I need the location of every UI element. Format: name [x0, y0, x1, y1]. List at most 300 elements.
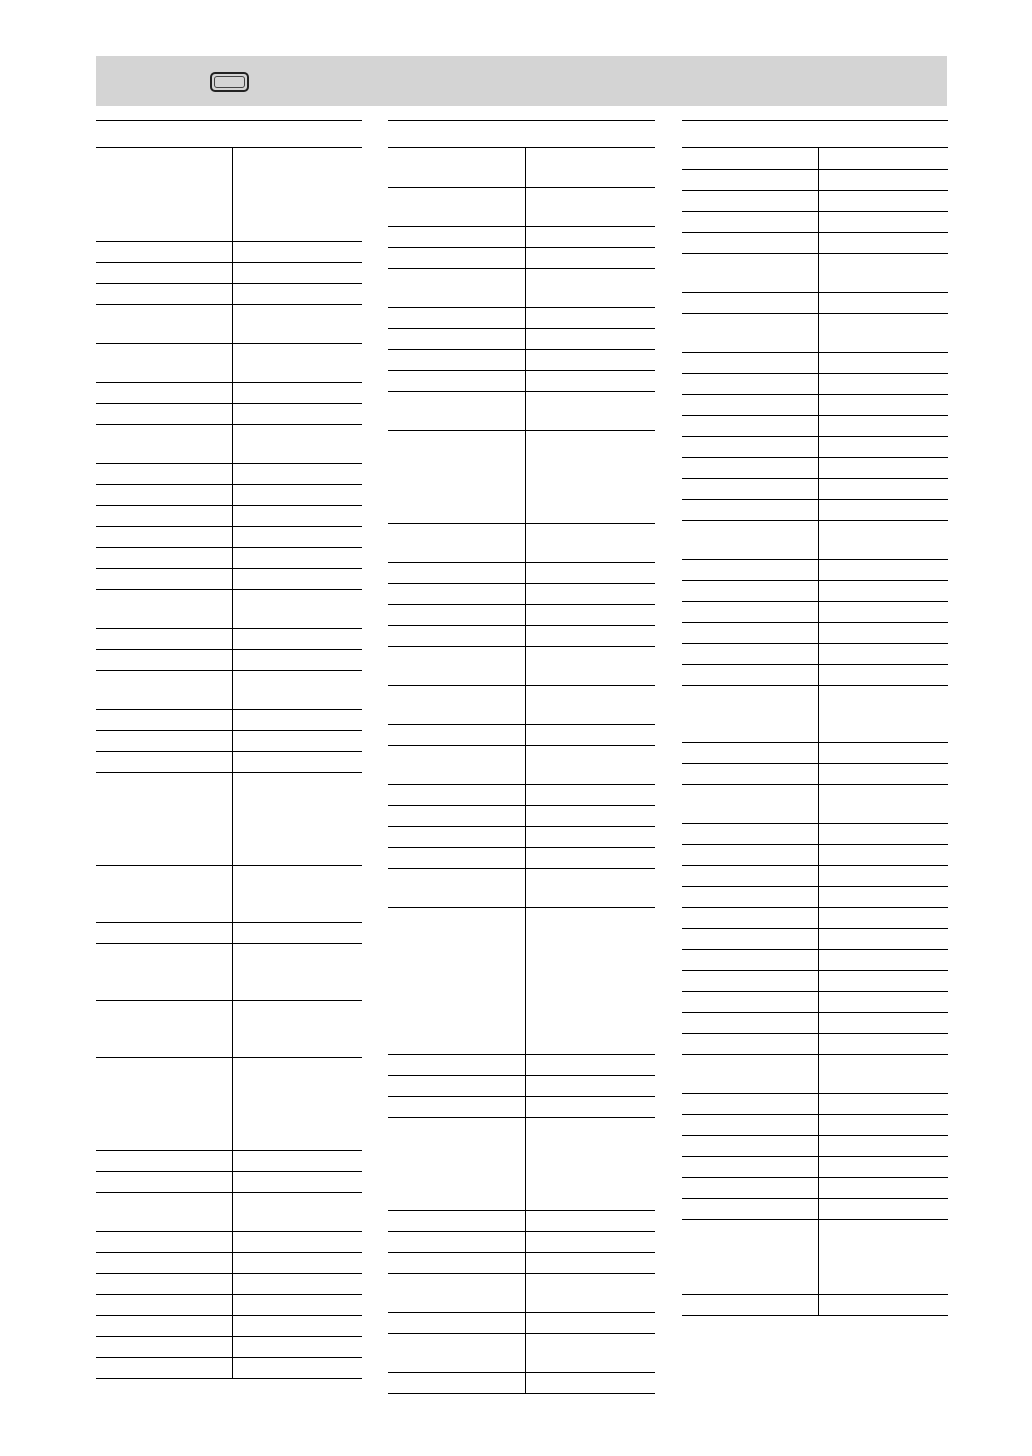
brand-cell	[682, 1198, 819, 1219]
brand-cell	[96, 751, 233, 772]
table-row	[388, 685, 655, 724]
brand-cell	[388, 1273, 526, 1312]
table-row	[682, 1156, 948, 1177]
code-cell	[233, 1273, 363, 1294]
code-cell	[526, 826, 656, 847]
brand-cell	[388, 784, 526, 805]
code-cell	[526, 268, 656, 307]
code-cell	[819, 823, 949, 844]
code-cell	[526, 907, 656, 1054]
brand-cell	[682, 907, 819, 928]
table-row	[682, 970, 948, 991]
code-cell	[233, 343, 363, 382]
code-cell	[526, 523, 656, 562]
table-row	[96, 148, 362, 241]
brand-cell	[96, 865, 233, 922]
table-row	[682, 436, 948, 457]
code-cell	[526, 646, 656, 685]
code-column-middle	[388, 120, 655, 1394]
code-cell	[526, 1252, 656, 1273]
brand-cell	[96, 1273, 233, 1294]
brand-cell	[682, 499, 819, 520]
brand-cell	[96, 304, 233, 343]
brand-cell	[96, 526, 233, 547]
code-cell	[233, 283, 363, 304]
table-row	[96, 382, 362, 403]
code-table	[388, 148, 655, 1394]
code-cell	[819, 520, 949, 559]
code-cell	[233, 628, 363, 649]
table-row	[682, 664, 948, 685]
code-cell	[526, 430, 656, 523]
code-cell	[233, 772, 363, 865]
table-row	[388, 1096, 655, 1117]
code-cell	[526, 625, 656, 646]
brand-cell	[388, 1312, 526, 1333]
code-cell	[526, 307, 656, 328]
brand-cell	[388, 907, 526, 1054]
brand-cell	[388, 307, 526, 328]
code-cell	[233, 484, 363, 505]
brand-cell	[388, 1096, 526, 1117]
code-cell	[526, 784, 656, 805]
table-row	[388, 430, 655, 523]
brand-cell	[388, 328, 526, 349]
code-cell	[819, 478, 949, 499]
table-row	[96, 1057, 362, 1150]
table-row	[96, 1294, 362, 1315]
table-row	[96, 1231, 362, 1252]
code-cell	[233, 382, 363, 403]
code-cell	[233, 1171, 363, 1192]
code-cell	[819, 643, 949, 664]
code-cell	[819, 211, 949, 232]
brand-cell	[682, 1294, 819, 1315]
table-row	[388, 370, 655, 391]
code-cell	[233, 1231, 363, 1252]
table-row	[96, 283, 362, 304]
brand-cell	[388, 805, 526, 826]
table-row	[96, 1273, 362, 1294]
code-cell	[526, 1273, 656, 1312]
table-row	[682, 394, 948, 415]
brand-cell	[388, 1075, 526, 1096]
brand-cell	[96, 484, 233, 505]
brand-cell	[682, 823, 819, 844]
table-row	[96, 505, 362, 526]
table-row	[388, 187, 655, 226]
brand-cell	[682, 457, 819, 478]
table-row	[96, 1252, 362, 1273]
code-cell	[819, 352, 949, 373]
brand-cell	[388, 1231, 526, 1252]
table-row	[388, 307, 655, 328]
table-row	[388, 1273, 655, 1312]
table-row	[682, 685, 948, 742]
code-cell	[819, 313, 949, 352]
table-row	[96, 304, 362, 343]
code-cell	[819, 148, 949, 169]
page-header-band	[96, 56, 947, 106]
code-cell	[526, 391, 656, 430]
brand-cell	[682, 313, 819, 352]
brand-cell	[682, 949, 819, 970]
code-cell	[819, 622, 949, 643]
code-cell	[526, 370, 656, 391]
code-cell	[233, 505, 363, 526]
code-cell	[819, 1012, 949, 1033]
code-cell	[819, 1156, 949, 1177]
code-cell	[526, 148, 656, 187]
brand-cell	[96, 922, 233, 943]
brand-cell	[96, 1336, 233, 1357]
table-row	[682, 499, 948, 520]
table-row	[96, 730, 362, 751]
code-cell	[526, 1312, 656, 1333]
table-row	[682, 622, 948, 643]
code-cell	[819, 886, 949, 907]
brand-cell	[96, 772, 233, 865]
code-cell	[526, 328, 656, 349]
brand-cell	[682, 1177, 819, 1198]
brand-cell	[682, 1033, 819, 1054]
brand-cell	[682, 352, 819, 373]
table-row	[96, 628, 362, 649]
table-row	[388, 868, 655, 907]
table-row	[682, 190, 948, 211]
code-column-right	[682, 120, 948, 1316]
table-row	[682, 823, 948, 844]
brand-cell	[682, 991, 819, 1012]
table-row	[682, 1033, 948, 1054]
table-row	[388, 1117, 655, 1210]
brand-cell	[96, 1357, 233, 1378]
brand-cell	[96, 424, 233, 463]
brand-cell	[682, 1093, 819, 1114]
table-row	[682, 352, 948, 373]
code-column-left	[96, 120, 362, 1379]
code-cell	[819, 190, 949, 211]
table-row	[388, 1231, 655, 1252]
table-row	[682, 784, 948, 823]
brand-cell	[682, 1135, 819, 1156]
brand-cell	[96, 1057, 233, 1150]
brand-cell	[388, 745, 526, 784]
code-cell	[526, 1075, 656, 1096]
table-row	[96, 943, 362, 1000]
table-row	[682, 478, 948, 499]
code-cell	[526, 868, 656, 907]
table-row	[96, 1000, 362, 1057]
code-cell	[233, 463, 363, 484]
brand-cell	[96, 547, 233, 568]
table-row	[682, 844, 948, 865]
code-cell	[819, 169, 949, 190]
code-cell	[233, 1357, 363, 1378]
brand-cell	[388, 1117, 526, 1210]
brand-cell	[388, 1372, 526, 1393]
brand-cell	[682, 232, 819, 253]
table-row	[388, 1372, 655, 1393]
column-top-rule	[682, 120, 948, 121]
table-row	[96, 343, 362, 382]
table-row	[682, 643, 948, 664]
table-row	[388, 583, 655, 604]
table-row	[96, 649, 362, 670]
brand-cell	[682, 601, 819, 622]
code-cell	[819, 928, 949, 949]
table-row	[682, 292, 948, 313]
code-cell	[819, 1198, 949, 1219]
table-row	[96, 1315, 362, 1336]
code-cell	[233, 649, 363, 670]
code-cell	[819, 844, 949, 865]
code-cell	[526, 187, 656, 226]
brand-cell	[388, 604, 526, 625]
code-table	[96, 148, 362, 1379]
table-row	[682, 991, 948, 1012]
code-cell	[526, 1231, 656, 1252]
code-cell	[526, 583, 656, 604]
brand-cell	[96, 1150, 233, 1171]
code-cell	[819, 784, 949, 823]
brand-cell	[388, 724, 526, 745]
code-cell	[233, 730, 363, 751]
table-row	[96, 403, 362, 424]
table-row	[388, 247, 655, 268]
brand-cell	[96, 241, 233, 262]
brand-cell	[682, 1156, 819, 1177]
table-row	[96, 463, 362, 484]
table-row	[388, 745, 655, 784]
table-row	[388, 847, 655, 868]
table-row	[388, 1312, 655, 1333]
table-row	[96, 1150, 362, 1171]
code-cell	[819, 742, 949, 763]
table-row	[388, 805, 655, 826]
code-cell	[233, 922, 363, 943]
brand-cell	[388, 868, 526, 907]
column-top-rule	[388, 120, 655, 121]
table-row	[388, 1333, 655, 1372]
code-cell	[819, 664, 949, 685]
table-row	[682, 415, 948, 436]
brand-cell	[96, 568, 233, 589]
table-row	[682, 253, 948, 292]
brand-cell	[682, 865, 819, 886]
table-row	[682, 886, 948, 907]
brand-cell	[682, 622, 819, 643]
code-cell	[526, 745, 656, 784]
brand-cell	[388, 247, 526, 268]
code-cell	[233, 589, 363, 628]
brand-cell	[96, 382, 233, 403]
brand-cell	[96, 1252, 233, 1273]
brand-cell	[682, 169, 819, 190]
table-row	[682, 169, 948, 190]
code-cell	[526, 805, 656, 826]
table-row	[682, 1198, 948, 1219]
code-cell	[819, 1114, 949, 1135]
table-row	[96, 241, 362, 262]
column-top-rule	[96, 120, 362, 121]
code-cell	[819, 232, 949, 253]
table-row	[682, 313, 948, 352]
brand-cell	[682, 928, 819, 949]
brand-cell	[388, 562, 526, 583]
brand-cell	[96, 589, 233, 628]
brand-cell	[388, 1252, 526, 1273]
table-row	[96, 262, 362, 283]
code-cell	[233, 403, 363, 424]
code-cell	[233, 1252, 363, 1273]
brand-cell	[682, 520, 819, 559]
code-cell	[819, 685, 949, 742]
brand-cell	[682, 886, 819, 907]
table-row	[96, 865, 362, 922]
table-row	[388, 826, 655, 847]
table-row	[96, 1357, 362, 1378]
brand-cell	[388, 226, 526, 247]
code-cell	[819, 559, 949, 580]
code-cell	[819, 865, 949, 886]
table-row	[96, 670, 362, 709]
table-row	[96, 568, 362, 589]
brand-cell	[96, 730, 233, 751]
code-cell	[233, 1336, 363, 1357]
code-cell	[526, 1372, 656, 1393]
table-row	[96, 751, 362, 772]
brand-cell	[96, 463, 233, 484]
brand-cell	[682, 436, 819, 457]
table-row	[96, 1336, 362, 1357]
code-cell	[233, 1057, 363, 1150]
code-cell	[819, 1135, 949, 1156]
table-row	[682, 949, 948, 970]
code-cell	[819, 1219, 949, 1294]
brand-cell	[96, 709, 233, 730]
table-row	[388, 604, 655, 625]
table-row	[682, 1219, 948, 1294]
code-cell	[233, 1000, 363, 1057]
table-row	[96, 1192, 362, 1231]
table-row	[388, 724, 655, 745]
table-row	[96, 709, 362, 730]
table-row	[388, 784, 655, 805]
code-cell	[526, 847, 656, 868]
code-cell	[233, 1315, 363, 1336]
table-row	[682, 559, 948, 580]
code-cell	[526, 226, 656, 247]
code-cell	[819, 373, 949, 394]
brand-cell	[96, 649, 233, 670]
brand-cell	[388, 826, 526, 847]
brand-cell	[388, 847, 526, 868]
brand-cell	[682, 415, 819, 436]
table-row	[682, 1012, 948, 1033]
brand-cell	[388, 1054, 526, 1075]
brand-cell	[682, 844, 819, 865]
brand-cell	[682, 190, 819, 211]
code-cell	[526, 247, 656, 268]
code-cell	[819, 970, 949, 991]
table-row	[388, 328, 655, 349]
code-cell	[819, 394, 949, 415]
brand-cell	[96, 262, 233, 283]
code-cell	[819, 436, 949, 457]
brand-cell	[682, 685, 819, 742]
brand-cell	[96, 1231, 233, 1252]
table-row	[388, 1075, 655, 1096]
code-cell	[819, 415, 949, 436]
brand-cell	[388, 583, 526, 604]
code-cell	[526, 1210, 656, 1231]
code-cell	[819, 457, 949, 478]
table-row	[96, 589, 362, 628]
table-row	[388, 1252, 655, 1273]
code-cell	[233, 1150, 363, 1171]
brand-cell	[96, 670, 233, 709]
table-row	[388, 268, 655, 307]
code-cell	[819, 763, 949, 784]
brand-cell	[682, 763, 819, 784]
brand-cell	[96, 1294, 233, 1315]
brand-cell	[388, 349, 526, 370]
code-cell	[526, 562, 656, 583]
table-row	[388, 148, 655, 187]
brand-cell	[682, 292, 819, 313]
code-cell	[526, 685, 656, 724]
code-cell	[233, 1294, 363, 1315]
brand-cell	[682, 784, 819, 823]
brand-cell	[682, 1114, 819, 1135]
brand-cell	[388, 1333, 526, 1372]
table-row	[682, 1135, 948, 1156]
code-cell	[526, 1096, 656, 1117]
code-cell	[233, 304, 363, 343]
table-row	[682, 1177, 948, 1198]
table-row	[388, 646, 655, 685]
table-row	[682, 232, 948, 253]
code-cell	[233, 709, 363, 730]
table-row	[682, 457, 948, 478]
code-cell	[233, 241, 363, 262]
brand-cell	[682, 580, 819, 601]
code-cell	[819, 907, 949, 928]
brand-cell	[96, 148, 233, 241]
code-cell	[819, 1093, 949, 1114]
table-row	[682, 928, 948, 949]
brand-cell	[682, 1219, 819, 1294]
brand-cell	[388, 625, 526, 646]
table-row	[682, 1093, 948, 1114]
code-cell	[819, 601, 949, 622]
brand-cell	[388, 187, 526, 226]
brand-cell	[388, 370, 526, 391]
table-row	[388, 1054, 655, 1075]
code-cell	[233, 526, 363, 547]
code-cell	[233, 262, 363, 283]
code-cell	[819, 253, 949, 292]
brand-cell	[388, 523, 526, 562]
code-cell	[233, 568, 363, 589]
brand-cell	[96, 1192, 233, 1231]
code-cell	[526, 1117, 656, 1210]
code-cell	[233, 424, 363, 463]
code-cell	[233, 865, 363, 922]
brand-cell	[96, 1171, 233, 1192]
table-row	[682, 580, 948, 601]
